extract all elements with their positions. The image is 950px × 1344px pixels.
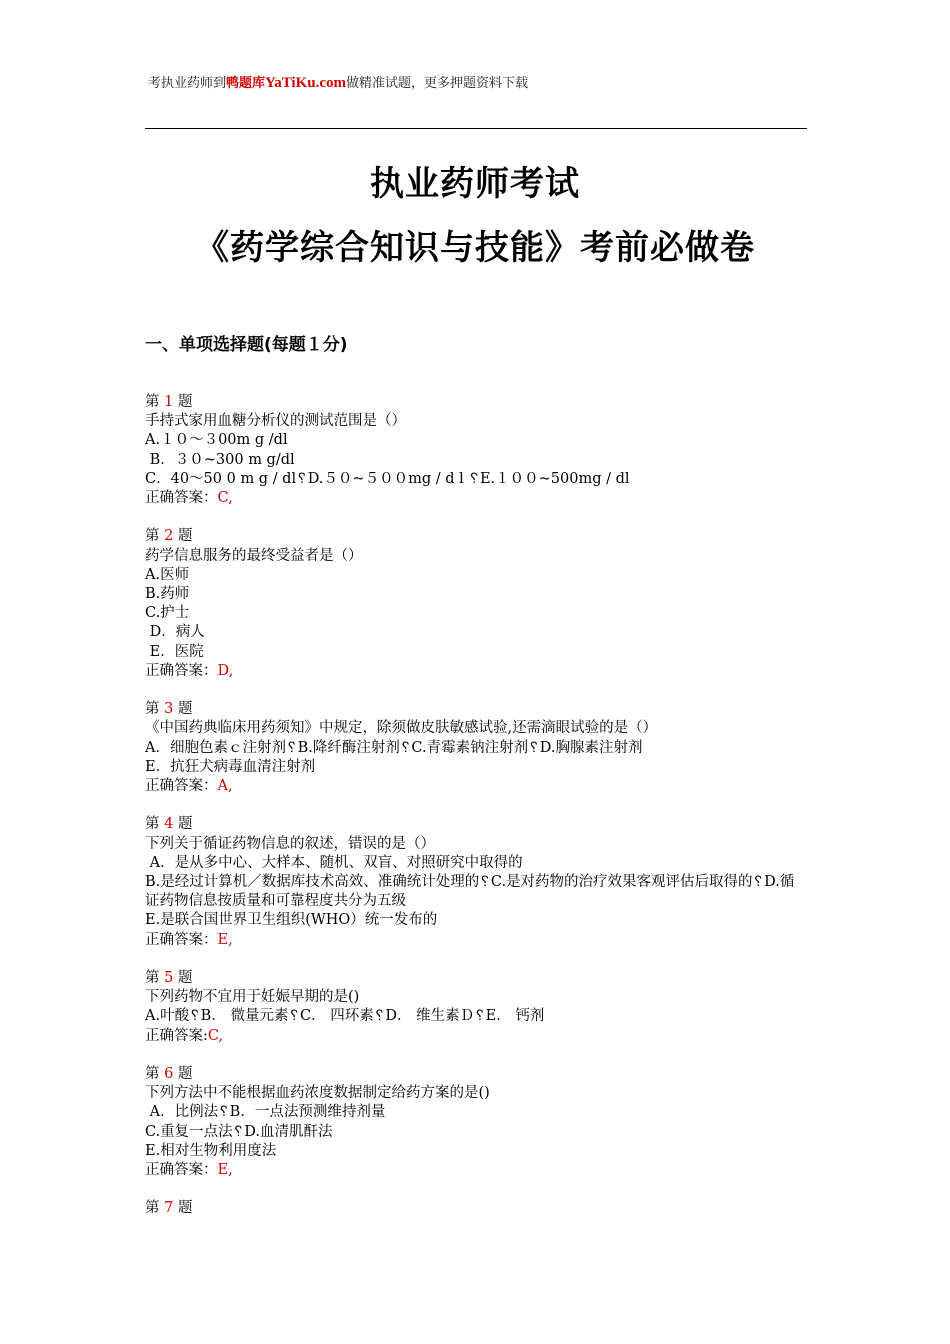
answer-value: C, <box>207 1027 224 1044</box>
question-number <box>145 527 807 546</box>
question-option: E.相对生物利用度法 <box>145 1142 277 1159</box>
question-item <box>145 815 807 949</box>
question-item <box>145 969 807 1046</box>
question-num: 5 <box>164 970 174 987</box>
answer-line <box>145 931 807 950</box>
question-option: A.医师 <box>145 566 190 583</box>
question-label-pre: 第 <box>145 816 165 833</box>
question-list <box>145 393 807 1238</box>
answer-label: 正确答案: <box>145 1027 208 1044</box>
question-option: B．３０~300 m g/dl <box>145 451 295 468</box>
question-option: B.药师 <box>145 586 190 603</box>
question-label-pre: 第 <box>145 1066 165 1083</box>
question-label-pre: 第 <box>145 701 165 718</box>
question-option: A．是从多中心、大样本、随机、双盲、对照研究中取得的 <box>145 854 523 871</box>
header-suffix: 做精准试题，更多押题资料下载 <box>346 76 529 91</box>
answer-value: D, <box>217 662 234 679</box>
header-site-link[interactable]: YaTiKu.com <box>265 75 347 91</box>
answer-line <box>145 777 807 796</box>
answer-label: 正确答案： <box>145 662 218 679</box>
question-option: A．比例法␦B．一点法预测维持剂量 <box>145 1104 386 1121</box>
question-label-post: 题 <box>173 1066 193 1083</box>
answer-line <box>145 1161 807 1180</box>
answer-line <box>145 1027 807 1046</box>
question-option: B.是经过计算机／数据库技术高效、准确统计处理的␦C.是对药物的治疗效果客观评估后取得的␦D.循证药物信息按质量和可靠程度共分为五级 <box>145 874 795 910</box>
question-option: C.护士 <box>145 605 190 622</box>
question-label-pre: 第 <box>145 1200 165 1217</box>
answer-line <box>145 662 807 681</box>
answer-value: C, <box>217 490 233 507</box>
answer-label: 正确答案： <box>145 490 218 507</box>
answer-value: A, <box>217 778 233 795</box>
question-num: 4 <box>164 816 174 833</box>
question-num: 2 <box>164 528 174 545</box>
doc-subtitle: 《药学综合知识与技能》考前必做卷 <box>195 228 755 268</box>
question-label-post: 题 <box>173 1200 193 1217</box>
question-option: D．病人 <box>145 624 205 641</box>
question-option: A.１０～３00m g /dl <box>145 432 288 449</box>
question-label-post: 题 <box>173 528 193 545</box>
question-label-post: 题 <box>173 816 193 833</box>
question-number <box>145 1199 807 1218</box>
header-divider <box>145 128 807 129</box>
header-brand[interactable]: 鸭题库 <box>226 76 266 91</box>
question-option: E．医院 <box>145 643 204 660</box>
question-number <box>145 1065 807 1084</box>
question-stem: 药学信息服务的最终受益者是（） <box>145 547 363 564</box>
question-label-pre: 第 <box>145 394 165 410</box>
answer-label: 正确答案： <box>145 1162 218 1179</box>
question-label-post: 题 <box>173 970 193 987</box>
question-num: 3 <box>164 701 174 718</box>
question-option: A．细胞色素ｃ注射剂␦B.降纤酶注射剂␦C.青霉素钠注射剂␦D.胸腺素注射剂 <box>145 739 643 756</box>
question-number <box>145 815 807 834</box>
question-option: E．抗狂犬病毒血清注射剂 <box>145 758 316 775</box>
answer-label: 正确答案： <box>145 931 218 948</box>
question-stem: 下列药物不宜用于妊娠早期的是() <box>145 989 360 1006</box>
question-stem: 下列关于循证药物信息的叙述，错误的是（） <box>145 835 435 852</box>
question-label-pre: 第 <box>145 528 165 545</box>
question-stem: 《中国药典临床用药须知》中规定，除须做皮肤敏感试验,还需滴眼试验的是（） <box>145 720 658 737</box>
question-label-post: 题 <box>173 394 193 410</box>
answer-label: 正确答案： <box>145 778 218 795</box>
question-option: E.是联合国世界卫生组织(WHO）统一发布的 <box>145 912 438 929</box>
answer-line <box>145 489 807 508</box>
question-number <box>145 969 807 988</box>
answer-value: E, <box>217 931 233 948</box>
answer-value: E, <box>217 1162 233 1179</box>
question-num: 6 <box>164 1066 174 1083</box>
question-option: C．40～50 0 m g / dl␦D.５０~５００mg / d l ␦E.１００~500mg / dl <box>145 470 630 487</box>
question-item <box>145 700 807 796</box>
header-prefix: 考执业药师到 <box>148 76 227 91</box>
question-item <box>145 1065 807 1180</box>
question-num: 1 <box>164 394 174 410</box>
question-item <box>145 1199 807 1218</box>
question-num: 7 <box>164 1200 174 1217</box>
page-header <box>148 72 528 92</box>
doc-title: 执业药师考试 <box>370 164 580 204</box>
question-stem: 下列方法中不能根据血药浓度数据制定给药方案的是() <box>145 1085 490 1102</box>
question-label-pre: 第 <box>145 970 165 987</box>
question-number <box>145 700 807 719</box>
question-stem: 手持式家用血糖分析仪的测试范围是（） <box>145 413 406 430</box>
question-number <box>145 393 807 412</box>
question-option: A.叶酸␦B． 微量元素␦C． 四环素␦D． 维生素Ｄ␦E． 钙剂 <box>145 1008 545 1025</box>
question-item <box>145 527 807 681</box>
section-title: 一、单项选择题(每题１分) <box>145 335 348 355</box>
question-label-post: 题 <box>173 701 193 718</box>
question-option: C.重复一点法␦D.血清肌酐法 <box>145 1123 333 1140</box>
question-item <box>145 393 807 508</box>
